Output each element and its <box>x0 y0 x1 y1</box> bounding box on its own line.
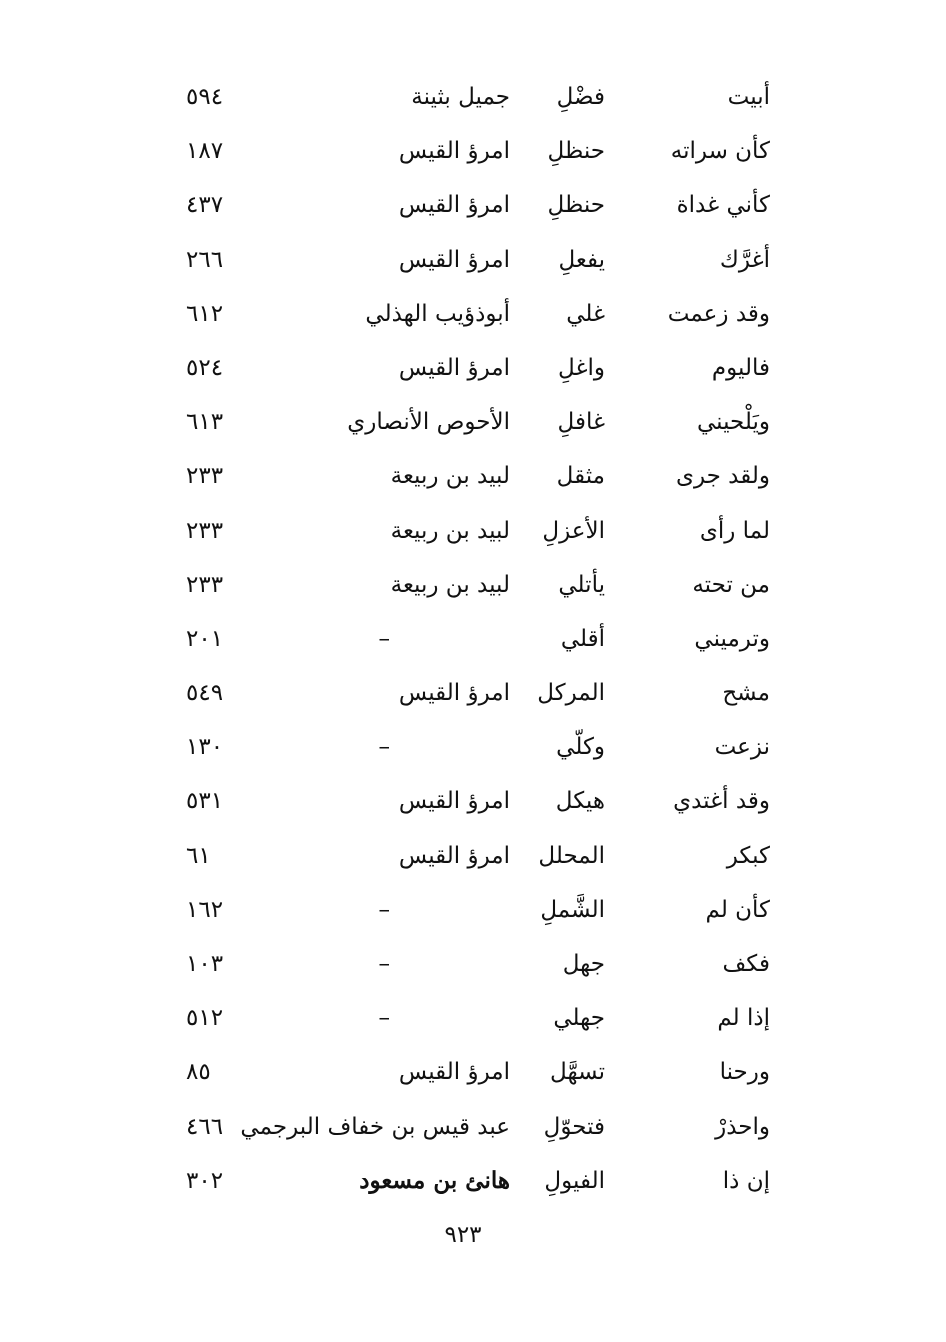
poet-name: امرؤ القيس <box>398 354 510 381</box>
verse-opening-word: واحذرْ <box>715 1113 770 1140</box>
rhyme-word: هيكل <box>555 788 605 815</box>
rhyme-word: مثقل <box>556 463 605 490</box>
poet-name: – <box>378 1005 390 1032</box>
rhyme-word: المحلل <box>538 842 605 869</box>
page-reference: ٥٢٤ <box>186 354 224 381</box>
page-reference: ٦١ <box>186 842 211 869</box>
rhyme-word: حنظلِ <box>547 138 605 165</box>
page-reference: ١٠٣ <box>186 951 224 977</box>
rhyme-word: يفعلِ <box>558 246 605 273</box>
verse-opening-word: ولقد جرى <box>675 463 770 490</box>
table-row <box>0 1045 946 1099</box>
poet-name: امرؤ القيس <box>398 842 510 869</box>
table-row <box>0 178 946 232</box>
rhyme-word: الشَّملِ <box>540 896 605 923</box>
page-reference: ١٦٢ <box>186 896 224 923</box>
poet-name: لبيد بن ربيعة <box>390 463 510 490</box>
page-footer <box>0 1222 946 1248</box>
rhyme-word: وكلّي <box>556 734 605 761</box>
table-row <box>0 774 946 828</box>
rhyme-word: تسهَّل <box>550 1059 605 1086</box>
table-row <box>0 395 946 449</box>
rhyme-word: المركل <box>537 680 605 707</box>
page-reference: ٦١٢ <box>186 300 224 327</box>
page-reference: ٥٩٤ <box>186 84 224 110</box>
rhyme-word: يأتلي <box>558 571 605 598</box>
table-row <box>0 991 946 1045</box>
page-reference: ١٨٧ <box>186 138 224 165</box>
poet-name: – <box>378 951 390 977</box>
rhyme-word: فتحوّلِ <box>543 1113 605 1140</box>
poet-name: عبد قيس بن خفاف البرجمي <box>240 1113 510 1140</box>
rhyme-word: جهل <box>562 951 605 977</box>
rhyme-word: واغلِ <box>558 354 605 381</box>
poet-name: جميل بثينة <box>411 84 510 110</box>
page-reference: ٢٣٣ <box>186 517 224 544</box>
page-reference: ٥٣١ <box>186 788 224 815</box>
verse-opening-word: كأن سراته <box>670 138 770 165</box>
page-reference: ٤٣٧ <box>186 192 224 219</box>
table-row <box>0 666 946 720</box>
poet-name: – <box>378 734 390 761</box>
table-row <box>0 612 946 666</box>
poet-name: الأحوص الأنصاري <box>347 409 510 436</box>
poet-name: امرؤ القيس <box>398 246 510 273</box>
rhyme-word: أقلي <box>560 625 605 652</box>
verse-opening-word: وقد أغتدي <box>673 788 770 815</box>
poet-name: امرؤ القيس <box>398 788 510 815</box>
page-reference: ٢٣٣ <box>186 571 224 598</box>
verse-opening-word: إن ذا <box>722 1167 770 1194</box>
table-row <box>0 341 946 395</box>
verse-opening-word: لما رأى <box>699 517 770 544</box>
verse-opening-word: أغرَّك <box>719 246 770 273</box>
verse-opening-word: فكف <box>722 951 770 977</box>
page-reference: ٣٠٢ <box>186 1167 224 1194</box>
poet-name: – <box>378 625 390 652</box>
poet-name: – <box>378 896 390 923</box>
page-reference: ٤٦٦ <box>186 1113 224 1140</box>
verse-opening-word: نزعت <box>714 734 770 761</box>
rhyme-word: غافلِ <box>557 409 605 436</box>
page-reference: ١٣٠ <box>186 734 224 761</box>
verse-opening-word: ويَلْحيني <box>696 409 770 436</box>
verse-opening-word: كأني غداة <box>676 192 770 219</box>
table-row <box>0 1154 946 1208</box>
rhyme-word: حنظلِ <box>547 192 605 219</box>
poet-name: امرؤ القيس <box>398 192 510 219</box>
page-reference: ٢٠١ <box>186 625 224 652</box>
page-reference: ٥٤٩ <box>186 680 224 707</box>
table-row <box>0 233 946 287</box>
verse-opening-word: إذا لم <box>717 1005 770 1032</box>
verse-opening-word: وترميني <box>694 625 770 652</box>
poet-name: أبوذؤيب الهذلي <box>365 300 510 327</box>
table-row <box>0 1100 946 1154</box>
table-row <box>0 937 946 991</box>
page-number: ٩٢٣ <box>444 1222 482 1248</box>
rhyme-word: فضْلِ <box>556 84 605 110</box>
rhyme-word: الأعزلِ <box>542 517 605 544</box>
table-row <box>0 287 946 341</box>
page-reference: ٢٦٦ <box>186 246 224 273</box>
table-row <box>0 124 946 178</box>
poet-name: هانئ بن مسعود <box>359 1166 510 1194</box>
table-row <box>0 883 946 937</box>
table-row <box>0 558 946 612</box>
verse-opening-word: كبكر <box>726 842 770 869</box>
table-row <box>0 449 946 503</box>
poet-name: امرؤ القيس <box>398 1059 510 1086</box>
page-reference: ٦١٣ <box>186 409 224 436</box>
table-row <box>0 504 946 558</box>
poet-name: امرؤ القيس <box>398 680 510 707</box>
verse-opening-word: فاليوم <box>711 354 770 381</box>
index-table <box>0 70 946 1208</box>
page-reference: ٥١٢ <box>186 1005 224 1032</box>
page-reference: ٨٥ <box>186 1059 211 1086</box>
verse-opening-word: كأن لم <box>705 896 770 923</box>
poet-name: لبيد بن ربيعة <box>390 571 510 598</box>
verse-opening-word: ورحنا <box>719 1059 770 1086</box>
table-row <box>0 720 946 774</box>
rhyme-word: الفيولِ <box>544 1167 605 1194</box>
verse-opening-word: مشح <box>722 680 770 707</box>
page-reference: ٢٣٣ <box>186 463 224 490</box>
verse-opening-word: وقد زعمت <box>667 300 770 327</box>
rhyme-word: جهلي <box>553 1005 605 1032</box>
poet-name: امرؤ القيس <box>398 138 510 165</box>
verse-opening-word: أبيت <box>727 84 770 110</box>
table-row <box>0 70 946 124</box>
verse-opening-word: من تحته <box>692 571 770 598</box>
table-row <box>0 829 946 883</box>
poet-name: لبيد بن ربيعة <box>390 517 510 544</box>
rhyme-word: غلي <box>566 300 605 327</box>
